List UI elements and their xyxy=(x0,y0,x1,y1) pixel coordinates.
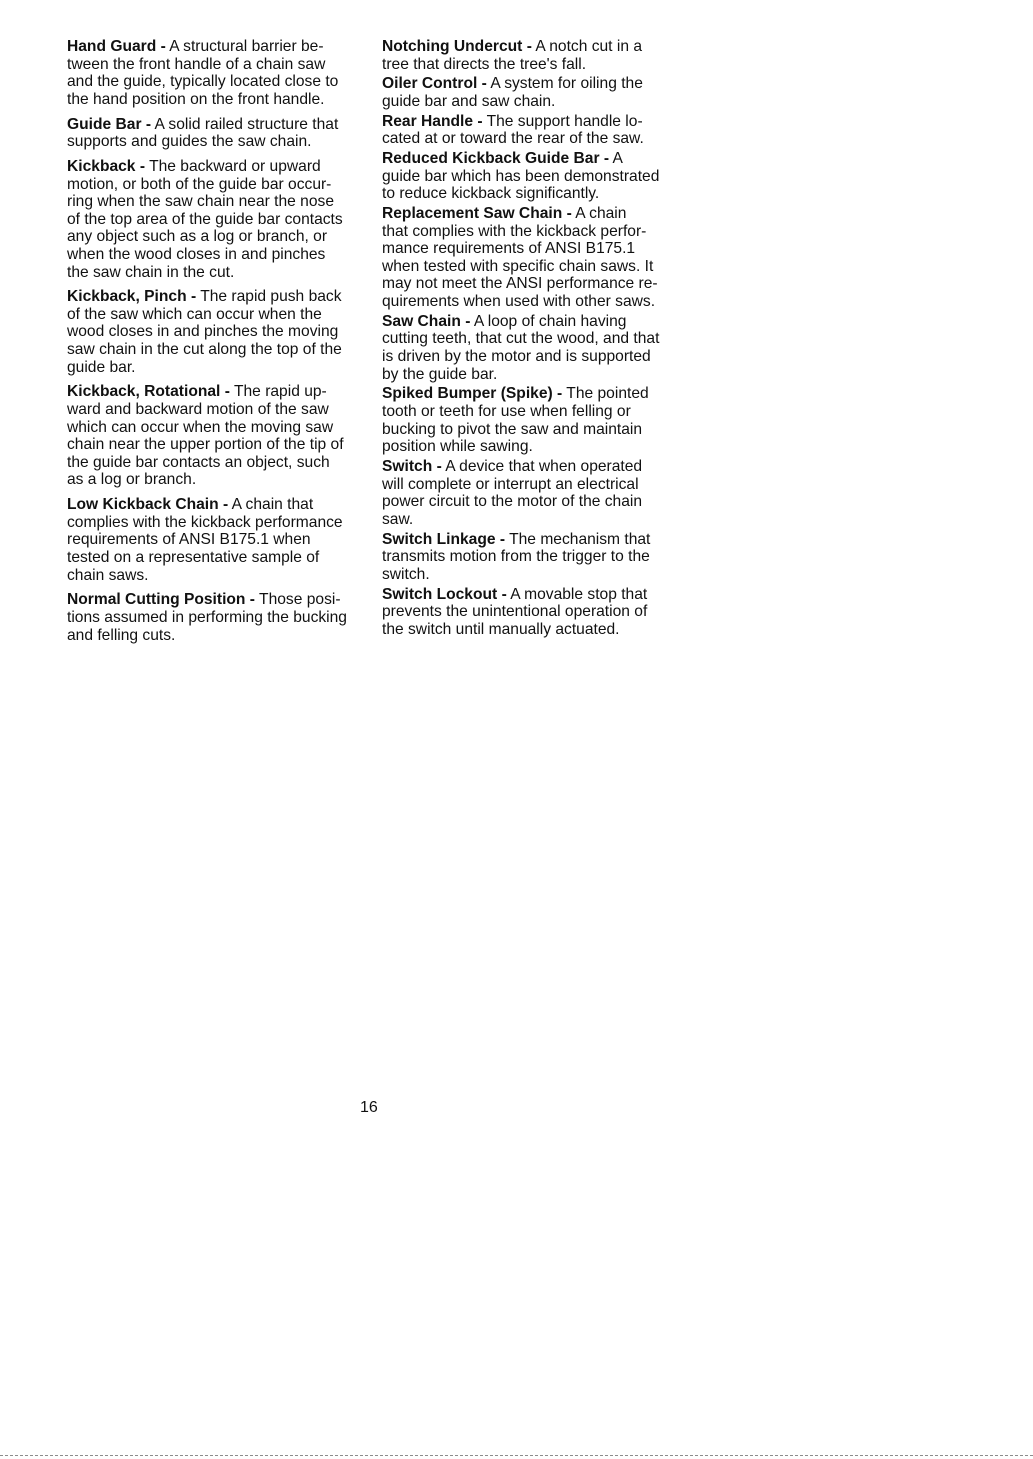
term: Switch Linkage xyxy=(382,530,496,548)
definition-line: will complete or interrupt an electrical xyxy=(382,475,639,493)
definition-line: A chain that xyxy=(228,496,314,514)
definition-line: of the top area of the guide bar contacts xyxy=(67,210,343,228)
glossary-entry-hand-guard: Hand Guard - A structural barrier be- tween the front handle of a chain saw and the guide, typically located close to the hand position on the front handle. xyxy=(67,38,359,108)
definition-line: A system for oiling the xyxy=(486,75,643,93)
term: Switch xyxy=(382,457,433,475)
definition-line: is driven by the motor and is supported xyxy=(382,348,651,366)
definition-line: ward and backward motion of the saw xyxy=(67,401,329,419)
definition-line: when tested with specific chain saws. It xyxy=(382,257,654,275)
definition-line: and the guide, typically located close to xyxy=(67,73,339,91)
definition-line: tested on a representative sample of xyxy=(67,548,320,566)
definition-line: switch. xyxy=(382,565,430,583)
left-column xyxy=(67,38,359,651)
glossary-entry-notching-undercut: Notching Undercut - A notch cut in a tree that directs the tree's fall. xyxy=(382,38,674,73)
definition-line: A device that when operated xyxy=(441,457,643,475)
definition-line: complies with the kickback performance xyxy=(67,513,343,531)
definition-line: mance requirements of ANSI B175.1 xyxy=(382,240,636,258)
definition-line: tions assumed in performing the bucking xyxy=(67,608,347,626)
definition-line: chain saws. xyxy=(67,566,149,584)
definition-line: quirements when used with other saws. xyxy=(382,293,656,311)
definition-line: guide bar and saw chain. xyxy=(382,92,556,110)
term: Switch Lockout xyxy=(382,585,498,603)
definition-line: cutting teeth, that cut the wood, and that xyxy=(382,330,660,348)
definition-line: The pointed xyxy=(562,385,649,403)
glossary-entry-normal-cutting-position: Normal Cutting Position - Those posi- tions assumed in performing the bucking and felling cuts. xyxy=(67,591,359,644)
definition-line: guide bar. xyxy=(67,358,136,376)
term: Guide Bar xyxy=(67,115,142,133)
glossary-entry-reduced-kickback-guide-bar: Reduced Kickback Guide Bar - A guide bar which has been demonstrated to reduce kickback significantly. xyxy=(382,150,674,203)
definition-line: may not meet the ANSI performance re- xyxy=(382,275,658,293)
glossary-entry-kickback-rotational: Kickback, Rotational - The rapid up- ward and backward motion of the saw which can occur when the moving saw chain near the upper portion of the tip of the guide bar contacts an object, such as a log or branch. xyxy=(67,383,359,489)
glossary-entry-rear-handle: Rear Handle - The support handle lo- cated at or toward the rear of the saw. xyxy=(382,113,674,148)
glossary-entry-switch: Switch - A device that when operated will complete or interrupt an electrical power circuit to the motor of the chain saw. xyxy=(382,458,674,528)
glossary-entry-switch-linkage: Switch Linkage - The mechanism that transmits motion from the trigger to the switch. xyxy=(382,531,674,584)
definition-line: The support handle lo- xyxy=(482,112,643,130)
definition-line: A movable stop that xyxy=(506,585,648,603)
definition-line: The rapid up- xyxy=(229,383,327,401)
term: Saw Chain xyxy=(382,312,461,330)
glossary-entry-kickback-pinch: Kickback, Pinch - The rapid push back of the saw which can occur when the wood closes in and pinches the moving saw chain in the cut along the top of the guide bar. xyxy=(67,288,359,376)
definition-line: chain near the upper portion of the tip of xyxy=(67,436,344,454)
definition-line: any object such as a log or branch, or xyxy=(67,228,328,246)
term: Replacement Saw Chain xyxy=(382,205,563,223)
definition-line: cated at or toward the rear of the saw. xyxy=(382,130,644,148)
glossary-entry-replacement-saw-chain: Replacement Saw Chain - A chain that complies with the kickback perfor- mance requirements of ANSI B175.1 when tested with specific chain saws. It may not meet the ANSI performance re- quirements when used with other saws. xyxy=(382,205,674,311)
definition-line: A chain xyxy=(571,205,627,223)
definition-line: tooth or teeth for use when felling or xyxy=(382,403,631,420)
definition-line: the hand position on the front handle. xyxy=(67,90,325,108)
term: Hand Guard xyxy=(67,38,157,55)
definition-line: the switch until manually actuated. xyxy=(382,620,620,638)
definition-line: supports and guides the saw chain. xyxy=(67,133,312,151)
definition-line: wood closes in and pinches the moving xyxy=(67,323,339,341)
definition-line: bucking to pivot the saw and maintain xyxy=(382,420,643,438)
definition-line: that complies with the kickback perfor- xyxy=(382,222,647,240)
definition-line: which can occur when the moving saw xyxy=(67,418,334,436)
term: Spiked Bumper (Spike) xyxy=(382,385,553,403)
definition-line: A solid railed structure that xyxy=(151,115,339,133)
definition-line: guide bar which has been demonstrated xyxy=(382,167,660,185)
definition-line: A loop of chain having xyxy=(470,312,627,330)
definition-line: position while sawing. xyxy=(382,438,533,456)
definition-line: A xyxy=(609,150,623,168)
term: Kickback, Rotational xyxy=(67,383,221,401)
definition-line: when the wood closes in and pinches xyxy=(67,245,326,263)
glossary-entry-saw-chain: Saw Chain - A loop of chain having cutting teeth, that cut the wood, and that is driven by the motor and is supported by the guide bar. xyxy=(382,313,674,383)
definition-line: Those posi- xyxy=(255,591,341,609)
term: Oiler Control xyxy=(382,75,478,93)
definition-line: The backward or upward xyxy=(145,157,321,175)
definition-line: motion, or both of the guide bar occur- xyxy=(67,175,332,193)
definition-line: ring when the saw chain near the nose xyxy=(67,193,334,211)
glossary-entry-oiler-control: Oiler Control - A system for oiling the guide bar and saw chain. xyxy=(382,75,674,110)
definition-line: A structural barrier be- xyxy=(165,38,324,55)
term: Rear Handle xyxy=(382,112,473,130)
glossary-entry-switch-lockout: Switch Lockout - A movable stop that prevents the unintentional operation of the switch until manually actuated. xyxy=(382,586,674,639)
definition-line: tween the front handle of a chain saw xyxy=(67,55,326,73)
term: Kickback, Pinch xyxy=(67,288,187,306)
definition-line: saw. xyxy=(382,510,414,528)
term: Kickback xyxy=(67,157,136,175)
definition-line: The mechanism that xyxy=(505,530,651,548)
glossary-entry-kickback: Kickback - The backward or upward motion, or both of the guide bar occur- ring when the saw chain near the nose of the top area of the guide bar contacts any object such as a log or branch, or when the wood closes in and pinches the saw chain in the cut. xyxy=(67,158,359,281)
definition-line: of the saw which can occur when the xyxy=(67,305,322,323)
page-number: 16 xyxy=(360,1099,378,1116)
definition-line: and felling cuts. xyxy=(67,626,176,644)
definition-line: the saw chain in the cut. xyxy=(67,263,235,281)
term: Reduced Kickback Guide Bar xyxy=(382,150,600,168)
term: Notching Undercut xyxy=(382,38,523,55)
definition-line: requirements of ANSI B175.1 when xyxy=(67,531,311,549)
definition-line: prevents the unintentional operation of xyxy=(382,603,648,621)
definition-line: transmits motion from the trigger to the xyxy=(382,548,650,566)
scan-edge-divider xyxy=(0,1455,1033,1456)
definition-line: saw chain in the cut along the top of the xyxy=(67,341,342,359)
glossary-entry-low-kickback-chain: Low Kickback Chain - A chain that complies with the kickback performance requirements of ANSI B175.1 when tested on a representative sample of chain saws. xyxy=(67,496,359,584)
definition-line: the guide bar contacts an object, such xyxy=(67,453,330,471)
definition-line: tree that directs the tree's fall. xyxy=(382,55,587,73)
definition-line: The rapid push back xyxy=(196,288,342,306)
term: Low Kickback Chain xyxy=(67,496,219,514)
definition-line: A notch cut in a xyxy=(531,38,642,55)
glossary-entry-spiked-bumper: Spiked Bumper (Spike) - The pointed tooth or teeth for use when felling or bucking to pivot the saw and maintain position while sawing. xyxy=(382,385,674,455)
right-column xyxy=(382,38,674,640)
term: Normal Cutting Position xyxy=(67,591,246,609)
definition-line: to reduce kickback significantly. xyxy=(382,185,600,203)
glossary-entry-guide-bar: Guide Bar - A solid railed structure that supports and guides the saw chain. xyxy=(67,116,359,151)
definition-line: power circuit to the motor of the chain xyxy=(382,493,643,511)
definition-line: by the guide bar. xyxy=(382,365,498,383)
definition-line: as a log or branch. xyxy=(67,471,197,489)
